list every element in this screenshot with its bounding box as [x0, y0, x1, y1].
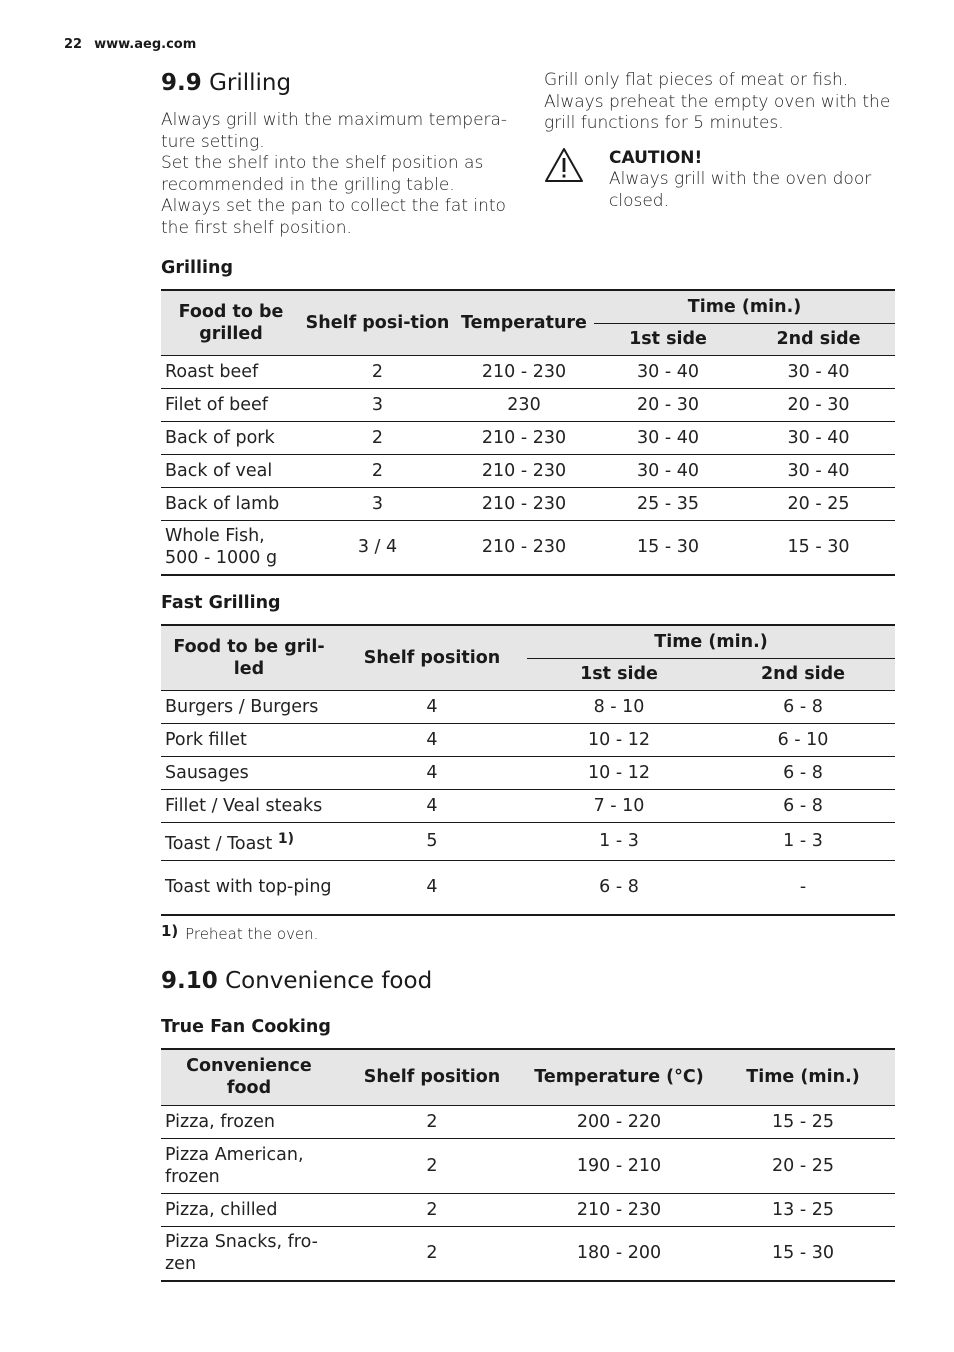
- cell-food: Pork fillet: [165, 729, 247, 750]
- cell-1st-side: 30 - 40: [637, 427, 699, 448]
- cell-time: 15 - 30: [772, 1243, 834, 1264]
- cell-shelf: 2: [426, 1199, 438, 1220]
- cell-shelf: 2: [371, 361, 384, 382]
- cell-2nd-side: 30 - 40: [787, 460, 850, 481]
- col-header-2nd-side: 2nd side: [711, 658, 895, 690]
- cell-1st-side: 20 - 30: [637, 394, 699, 415]
- caution-box: [544, 148, 896, 213]
- col-header-food: Food to be gril-led: [161, 625, 337, 690]
- paragraph: Always preheat the empty oven with the grill functions for 5 minutes.: [544, 91, 891, 133]
- grilling-intro-left: [161, 70, 511, 239]
- col-header-2nd-side: 2nd side: [742, 323, 895, 355]
- cell-2nd-side: 6 - 8: [783, 795, 823, 816]
- cell-shelf: 5: [426, 831, 438, 851]
- cell-shelf: 2: [371, 460, 384, 481]
- table-row: [161, 1138, 895, 1193]
- cell-food: Sausages: [165, 762, 249, 783]
- cell-temperature: 230: [507, 394, 541, 415]
- cell-temperature: 210 - 230: [481, 427, 567, 448]
- cell-2nd-side: 30 - 40: [787, 427, 850, 448]
- cell-food: Toast with top-ping: [165, 877, 332, 898]
- cell-food: Fillet / Veal steaks: [165, 795, 323, 816]
- section-number: 9.10: [161, 968, 218, 994]
- cell-2nd-side: 15 - 30: [787, 537, 850, 558]
- cell-2nd-side: 20 - 30: [787, 394, 850, 415]
- section-title: Convenience food: [225, 968, 433, 994]
- col-header-food: Food to be grilled: [161, 290, 301, 355]
- cell-shelf: 3: [371, 493, 384, 514]
- col-header-1st-side: 1st side: [594, 323, 742, 355]
- section-number: 9.9: [161, 70, 202, 96]
- col-header-shelf: Shelf position: [337, 1049, 527, 1105]
- col-header-temperature: Temperature (°C): [527, 1049, 711, 1105]
- cell-time: 20 - 25: [772, 1155, 834, 1176]
- cell-food: Pizza, frozen: [165, 1111, 275, 1132]
- table-row: [161, 690, 895, 723]
- paragraph: Set the shelf into the shelf position as recommended in the grilling table.: [161, 153, 484, 195]
- cell-temperature: 210 - 230: [481, 460, 567, 481]
- cell-shelf: 4: [426, 762, 438, 783]
- cell-temperature: 210 - 230: [481, 493, 567, 514]
- cell-1st-side: 7 - 10: [593, 795, 645, 816]
- paragraph: Always grill with the maximum tempera-ture setting.: [161, 110, 508, 152]
- col-header-time: Time (min.): [527, 625, 895, 658]
- true-fan-table: [161, 1048, 895, 1282]
- cell-2nd-side: 1 - 3: [783, 831, 823, 851]
- cell-2nd-side: -: [799, 877, 807, 898]
- paragraph: Always set the pan to collect the fat into the first shelf position.: [161, 196, 506, 238]
- cell-1st-side: 30 - 40: [637, 460, 699, 481]
- cell-shelf: 2: [426, 1155, 438, 1176]
- cell-2nd-side: 6 - 8: [783, 762, 823, 783]
- cell-2nd-side: 30 - 40: [787, 361, 850, 382]
- cell-1st-side: 8 - 10: [593, 696, 645, 717]
- table-row: [161, 822, 895, 860]
- table-row: [161, 756, 895, 789]
- cell-shelf: 3: [371, 394, 384, 415]
- footnote-mark: 1): [161, 922, 179, 940]
- cell-temperature: 210 - 230: [576, 1199, 662, 1220]
- page-number: 22: [64, 37, 83, 52]
- table-row: [161, 421, 895, 454]
- table-row: [161, 723, 895, 756]
- table-caption-fast-grilling: Fast Grilling: [161, 593, 281, 613]
- table-row: [161, 520, 895, 575]
- cell-food: Roast beef: [165, 361, 259, 382]
- cell-1st-side: 6 - 8: [599, 877, 639, 898]
- caution-text: Always grill with the oven door closed.: [609, 169, 872, 211]
- cell-food: Back of veal: [165, 460, 273, 481]
- cell-food: Pizza, chilled: [165, 1199, 278, 1220]
- table-row: [161, 487, 895, 520]
- page-header: [64, 37, 196, 52]
- cell-shelf: 3 / 4: [357, 537, 398, 558]
- site-url: www.aeg.com: [94, 37, 197, 52]
- cell-food: Back of lamb: [165, 493, 280, 514]
- col-header-shelf: Shelf posi-tion: [301, 290, 454, 355]
- table-row: [161, 860, 895, 915]
- warning-triangle-icon: [544, 147, 584, 183]
- footnote-text: Preheat the oven.: [185, 925, 319, 943]
- caution-title: CAUTION!: [609, 147, 703, 168]
- cell-1st-side: 10 - 12: [588, 762, 650, 783]
- cell-2nd-side: 6 - 10: [777, 729, 829, 750]
- footnote-ref: 1): [277, 830, 294, 847]
- paragraph: Grill only flat pieces of meat or fish.: [544, 70, 849, 90]
- cell-1st-side: 30 - 40: [637, 361, 699, 382]
- table-row: [161, 789, 895, 822]
- cell-shelf: 4: [426, 696, 438, 717]
- section-heading-convenience: [161, 968, 432, 994]
- table-row: [161, 454, 895, 487]
- cell-food: Pizza Snacks, fro-zen: [165, 1232, 318, 1275]
- col-header-time: Time (min.): [594, 290, 895, 323]
- cell-shelf: 2: [371, 427, 384, 448]
- cell-2nd-side: 6 - 8: [783, 696, 823, 717]
- section-heading-grilling: [161, 70, 511, 96]
- fast-grilling-table: [161, 624, 895, 916]
- cell-time: 15 - 25: [772, 1111, 834, 1132]
- table-row: [161, 1226, 895, 1281]
- cell-food: Burgers / Burgers: [165, 696, 319, 717]
- grilling-intro-right: [544, 70, 896, 212]
- cell-1st-side: 25 - 35: [637, 493, 699, 514]
- table-caption-true-fan: True Fan Cooking: [161, 1017, 331, 1037]
- section-title: Grilling: [209, 70, 292, 96]
- footnote: [161, 922, 318, 943]
- cell-temperature: 210 - 230: [481, 361, 567, 382]
- cell-temperature: 210 - 230: [481, 537, 567, 558]
- col-header-temperature: Temperature: [454, 290, 594, 355]
- cell-food: Filet of beef: [165, 394, 268, 415]
- cell-2nd-side: 20 - 25: [787, 493, 850, 514]
- cell-1st-side: 1 - 3: [599, 831, 639, 851]
- cell-shelf: 4: [426, 795, 438, 816]
- cell-temperature: 200 - 220: [576, 1111, 662, 1132]
- table-row: [161, 1193, 895, 1226]
- grilling-table: [161, 289, 895, 576]
- table-row: [161, 388, 895, 421]
- cell-shelf: 2: [426, 1111, 438, 1132]
- table-row: [161, 1105, 895, 1138]
- col-header-time: Time (min.): [711, 1049, 895, 1105]
- cell-shelf: 4: [426, 729, 438, 750]
- col-header-food: Convenience food: [161, 1049, 337, 1105]
- cell-food-text: Toast / Toast: [165, 833, 273, 854]
- cell-1st-side: 15 - 30: [637, 537, 699, 558]
- cell-time: 13 - 25: [772, 1199, 834, 1220]
- cell-temperature: 180 - 200: [576, 1243, 662, 1264]
- cell-food: [161, 822, 337, 860]
- table-row: [161, 355, 895, 388]
- cell-1st-side: 10 - 12: [588, 729, 650, 750]
- cell-food: Whole Fish, 500 - 1000 g: [165, 526, 278, 569]
- cell-food: Back of pork: [165, 427, 275, 448]
- col-header-shelf: Shelf position: [337, 625, 527, 690]
- table-caption-grilling: Grilling: [161, 258, 233, 278]
- col-header-1st-side: 1st side: [527, 658, 711, 690]
- cell-shelf: 4: [426, 877, 438, 898]
- cell-food: Pizza American, frozen: [165, 1144, 304, 1187]
- cell-shelf: 2: [426, 1243, 438, 1264]
- cell-temperature: 190 - 210: [576, 1155, 662, 1176]
